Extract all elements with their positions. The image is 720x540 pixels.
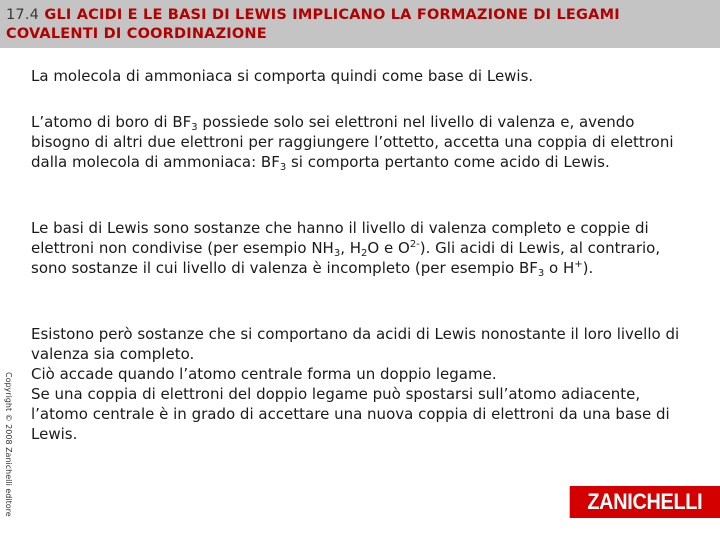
p3-superscript: + <box>574 259 583 270</box>
p3-text: o H <box>544 259 575 277</box>
p3-subscript: 3 <box>333 248 341 259</box>
p2-subscript: 3 <box>279 162 287 173</box>
p2-text: L’atomo di boro di BF <box>31 113 192 131</box>
section-title: GLI ACIDI E LE BASI DI LEWIS IMPLICANO LA FORMAZIONE DI LEGAMI COVALENTI DI COORDINAZIONE <box>6 7 620 42</box>
p3-text: Le basi di Lewis sono sostanze che hanno il livello di valenza completo e coppie di elettroni non condivise (per esempio NH <box>31 219 649 257</box>
section-number: 17.4 <box>6 7 40 23</box>
p4-line-2: Ciò accade quando l’atomo centrale forma un doppio legame. <box>31 365 497 383</box>
copyright-notice <box>1 372 15 517</box>
paragraph-3 <box>31 218 691 278</box>
zanichelli-logo: ZANICHELLI <box>570 486 720 518</box>
copyright-text: Copyright © 2008 Zanichelli editore <box>4 372 13 517</box>
slide-title <box>6 6 716 44</box>
p3-text: , H <box>340 239 362 257</box>
paragraph-4 <box>31 324 691 444</box>
slide-header <box>0 0 720 48</box>
p3-text: ). Gli acidi di Lewis, al contrario, sono sostanze il cui livello di valenza è incompleto (per esempio BF <box>31 239 661 277</box>
p3-superscript: 2- <box>409 239 420 250</box>
p3-subscript: 2 <box>361 248 368 259</box>
p2-text: possiede solo sei elettroni nel livello di valenza e, avendo bisogno di altri due elettroni per raggiungere l’ottetto, accetta una coppia di elettroni dalla molecola di ammoniaca: BF <box>31 113 674 171</box>
p3-text: ). <box>582 259 594 277</box>
p4-line-3: Se una coppia di elettroni del doppio legame può spostarsi sull’atomo adiacente, l’atomo centrale è in grado di accettare una nuova coppia di elettroni da una base di Lewis. <box>31 385 670 443</box>
p4-line-1: Esistono però sostanze che si comportano da acidi di Lewis nonostante il loro livello di valenza sia completo. <box>31 325 680 363</box>
paragraph-2 <box>31 112 691 172</box>
p3-text: O e O <box>367 239 410 257</box>
p2-subscript: 3 <box>191 122 198 133</box>
p3-subscript: 3 <box>537 268 545 279</box>
p2-text: si comporta pertanto come acido di Lewis. <box>286 153 610 171</box>
paragraph-1: La molecola di ammoniaca si comporta quindi come base di Lewis. <box>31 67 534 85</box>
